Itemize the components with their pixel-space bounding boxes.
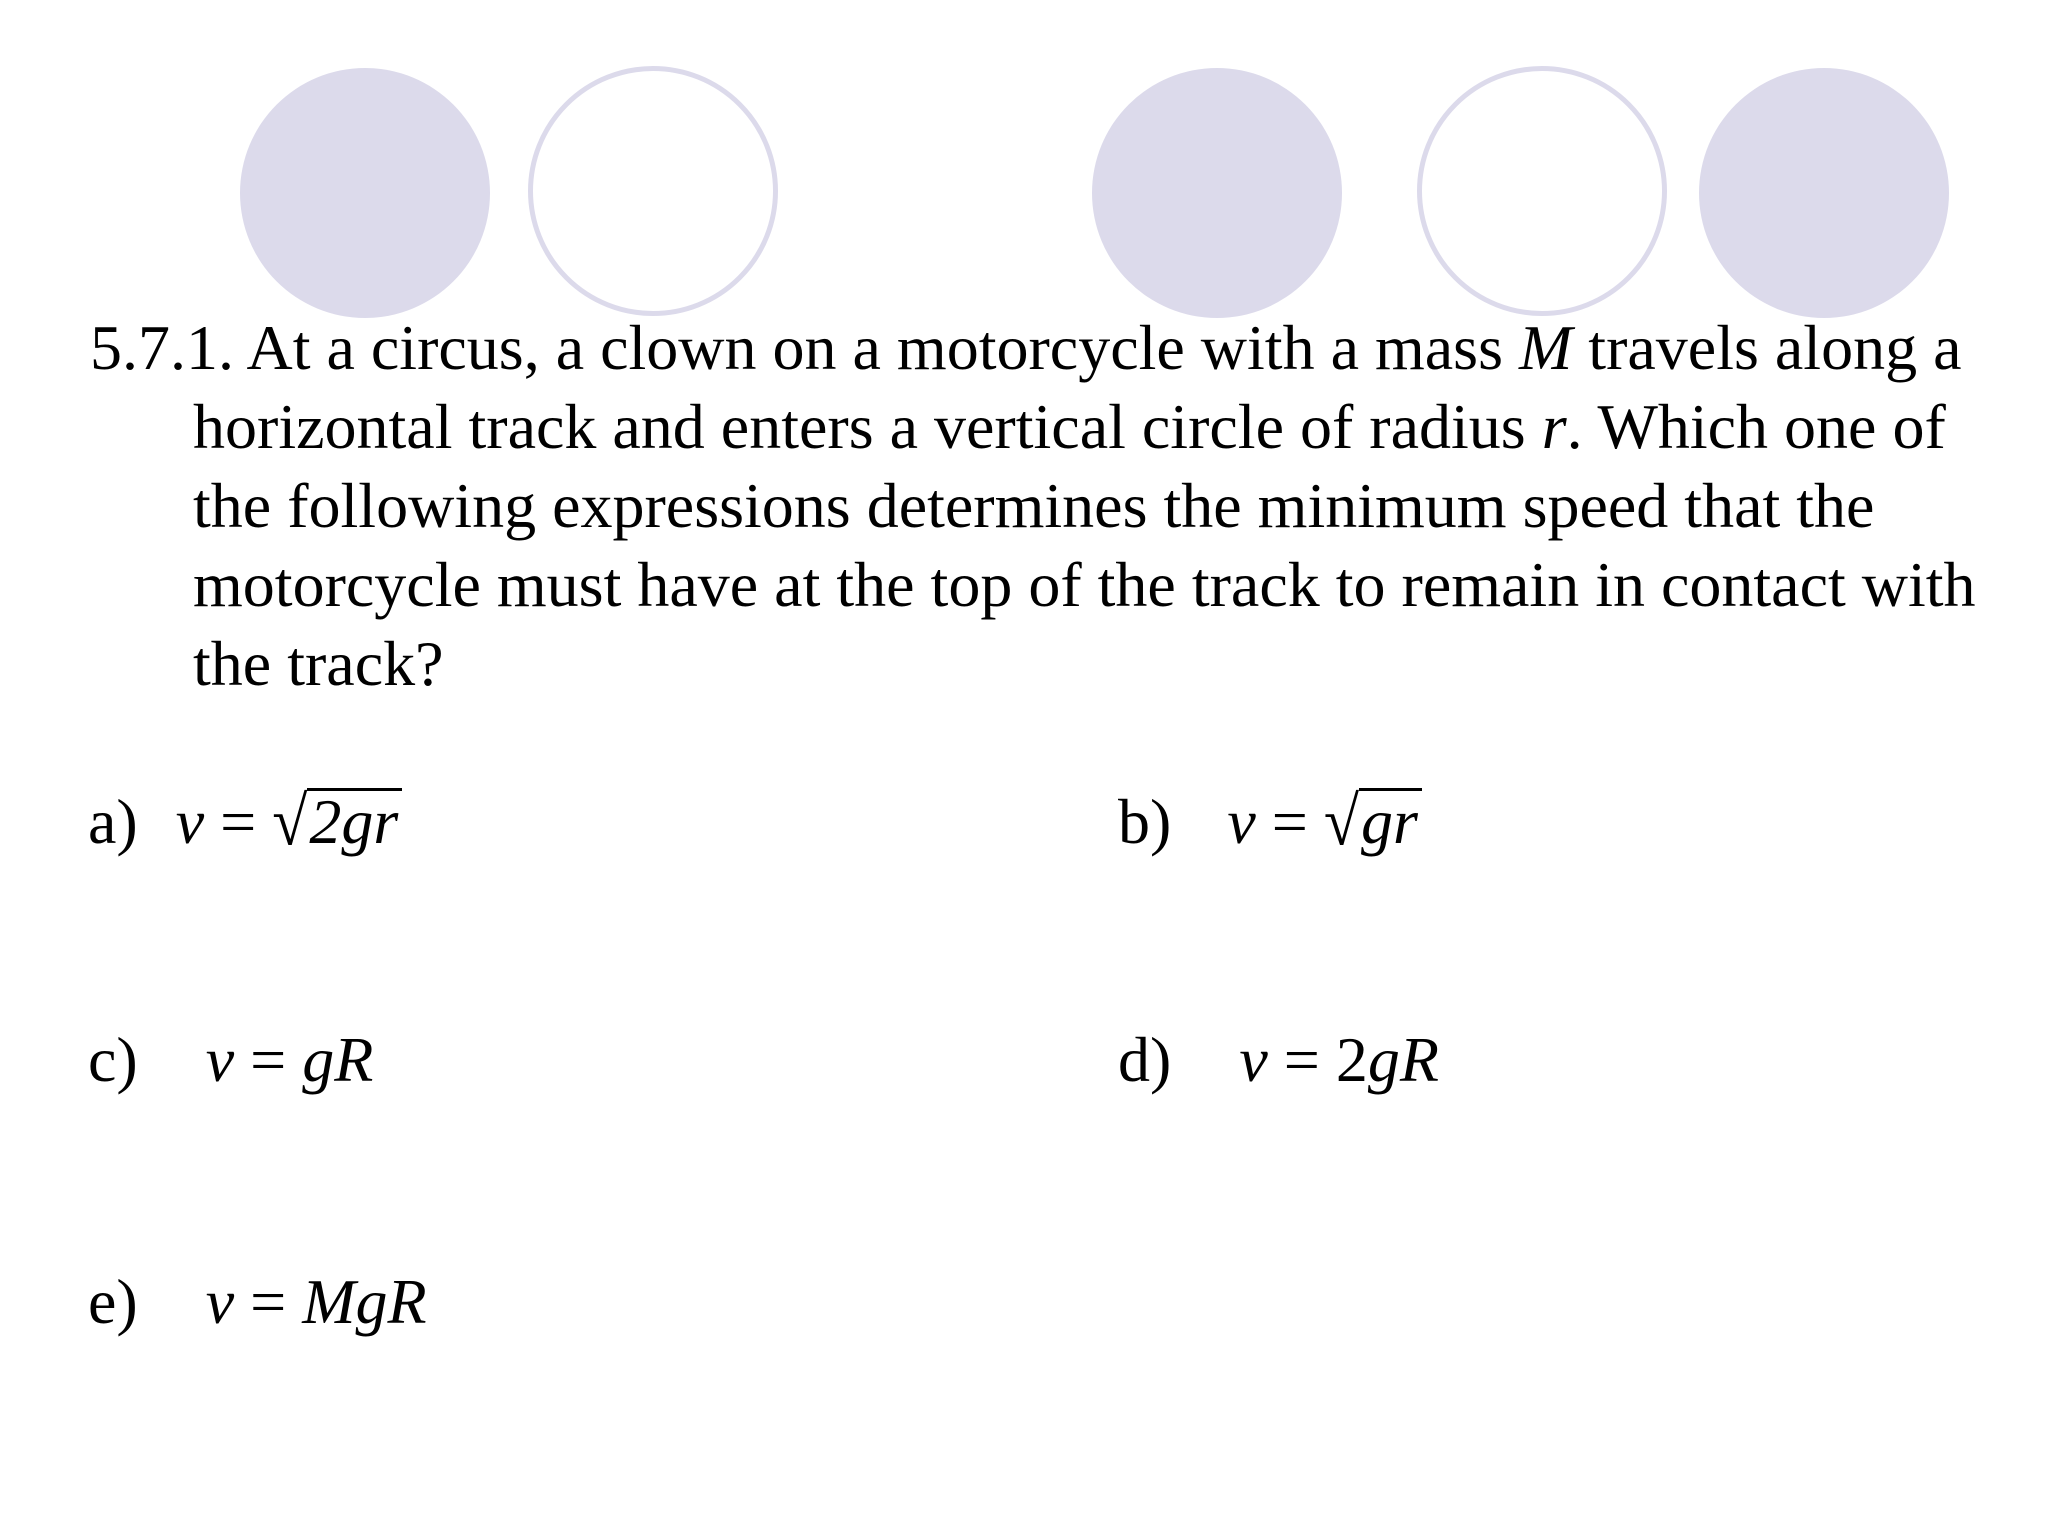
question-line-2	[90, 387, 2040, 466]
radical-sign-icon: √	[1323, 783, 1359, 860]
option-e[interactable]	[88, 1262, 427, 1342]
option-c[interactable]	[88, 1020, 373, 1100]
option-d-expression: gR	[1367, 1024, 1439, 1095]
question-text-segment: motorcycle must have at the top of the track to remain in contact with	[193, 549, 1976, 620]
equals-sign: =	[234, 1024, 303, 1095]
question-text-segment: At a circus, a clown on a motorcycle with a mass	[246, 312, 1519, 383]
square-root	[272, 782, 402, 862]
question-line-5	[90, 624, 2040, 703]
question-text-segment: travels along a	[1572, 312, 1962, 383]
option-e-expression: MgR	[302, 1266, 427, 1337]
question-text	[90, 308, 2040, 703]
radical-sign-icon: √	[272, 783, 308, 860]
square-root	[1324, 782, 1422, 862]
decorative-ring-circle-1	[528, 66, 778, 316]
speed-variable: v	[1239, 1024, 1268, 1095]
option-a-label: a)	[88, 786, 138, 857]
question-line-3	[90, 466, 2040, 545]
speed-variable: v	[205, 1024, 235, 1095]
question-line-4	[90, 545, 2040, 624]
speed-variable: v	[175, 786, 205, 857]
decorative-ring-circle-2	[1417, 66, 1667, 316]
option-d-formula	[1239, 1020, 1439, 1100]
option-a-formula	[176, 782, 403, 862]
option-b-label: b)	[1118, 786, 1172, 857]
option-b-radicand: gr	[1359, 788, 1422, 853]
option-a-radicand: 2gr	[307, 788, 402, 853]
question-text-segment: the track?	[193, 628, 444, 699]
question-text-segment: the following expressions determines the minimum speed that the	[193, 470, 1875, 541]
option-b-formula	[1227, 782, 1422, 862]
option-c-formula	[206, 1020, 374, 1100]
radius-variable: r	[1541, 391, 1567, 462]
option-a[interactable]	[88, 782, 402, 862]
speed-variable: v	[1227, 786, 1256, 857]
option-c-label: c)	[88, 1024, 138, 1095]
equals-sign: =	[204, 786, 273, 857]
speed-variable: v	[205, 1266, 235, 1337]
equals-sign: =	[1267, 1024, 1336, 1095]
question-text-segment: . Which one of	[1566, 391, 1946, 462]
mass-variable: M	[1518, 312, 1573, 383]
option-d-label: d)	[1118, 1024, 1172, 1095]
option-e-label: e)	[88, 1266, 138, 1337]
decorative-filled-circle-3	[1699, 68, 1949, 318]
option-c-expression: gR	[302, 1024, 374, 1095]
decorative-filled-circle-1	[240, 68, 490, 318]
question-number: 5.7.1.	[90, 312, 234, 383]
equals-sign: =	[234, 1266, 303, 1337]
equals-sign: =	[1255, 786, 1324, 857]
question-text-segment: horizontal track and enters a vertical circle of radius	[193, 391, 1542, 462]
option-d-coefficient: 2	[1335, 1024, 1368, 1095]
option-e-formula	[206, 1262, 427, 1342]
option-d[interactable]	[1118, 1020, 1439, 1100]
question-line-1	[90, 308, 2040, 387]
option-b[interactable]	[1118, 782, 1422, 862]
decorative-filled-circle-2	[1092, 68, 1342, 318]
